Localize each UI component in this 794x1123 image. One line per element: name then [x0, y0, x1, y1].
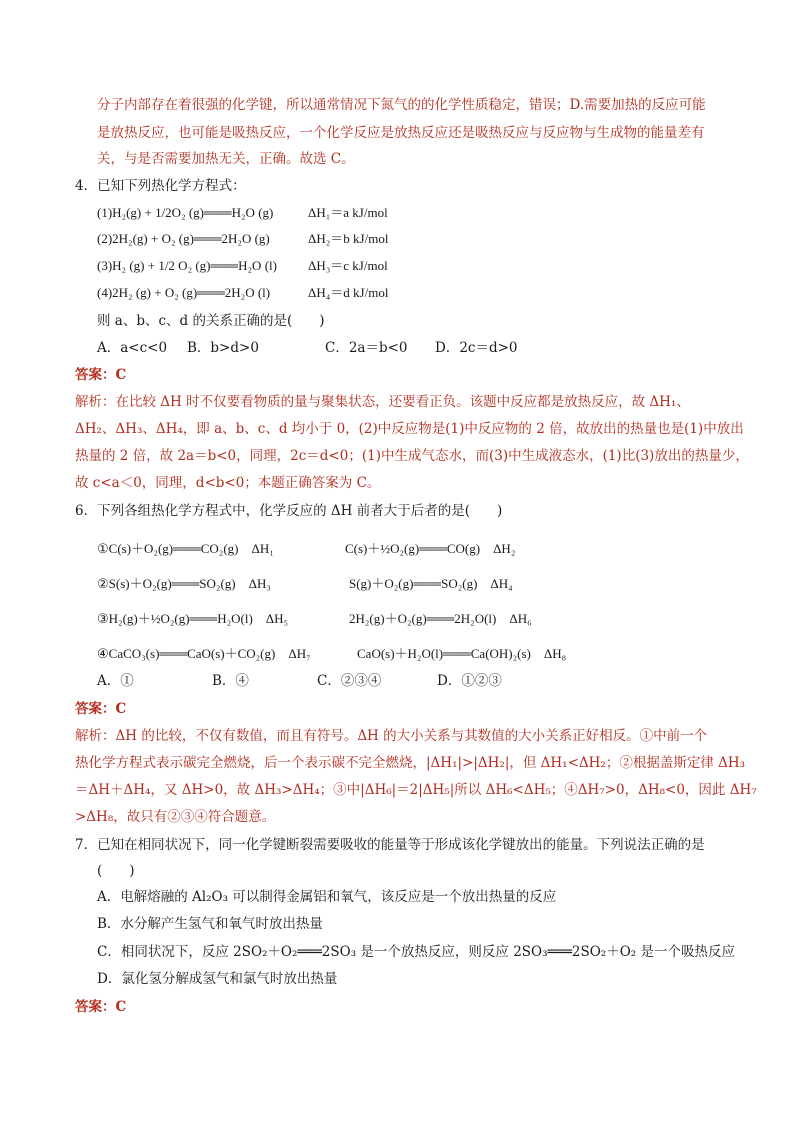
- q7-stem: 7．已知在相同状况下，同一化学键断裂需要吸收的能量等于形成该化学键放出的能量。下列说法正确的是: [75, 837, 705, 853]
- q6-reaction-4a: ④CaCO₃(s)═══CaO(s)＋CO₂(g) ΔH₇: [97, 646, 311, 661]
- q6-explanation-2: 热化学方程式表示碳完全燃烧，后一个表示碳不完全燃烧，|ΔH₁|>|ΔH₂|，但 ΔH₁<ΔH₂；②根据盖斯定律 ΔH₃: [75, 755, 746, 771]
- q4-explanation-4: 故 c<a＜0，同理，d<b<0；本题正确答案为 C。: [75, 475, 381, 491]
- q4-option-d: D．2c＝d>0: [435, 340, 518, 356]
- q4-answer: 答案：C: [75, 367, 127, 383]
- q6-stem: 6．下列各组热化学方程式中，化学反应的 ΔH 前者大于后者的是( ): [75, 503, 503, 519]
- q4-enthalpy-2: ΔH₂＝b kJ/mol: [308, 231, 389, 246]
- q7-answer-paren: ( ): [97, 863, 135, 879]
- q7-option-d: D．氯化氢分解成氢气和氯气时放出热量: [97, 971, 338, 987]
- q4-explanation-3: 热量的 2 倍，故 2a＝b<0，同理，2c＝d<0；(1)中生成气态水，而(3)中生成液态水，(1)比(3)放出的热量少，: [75, 448, 749, 464]
- q4-equation-2: (2)2H₂(g) + O₂ (g)═══2H₂O (g): [97, 231, 270, 246]
- q7-option-b: B．水分解产生氢气和氧气时放出热量: [97, 916, 323, 932]
- q4-enthalpy-4: ΔH₄＝d kJ/mol: [308, 285, 389, 300]
- q4-enthalpy-1: ΔH₁＝a kJ/mol: [308, 205, 388, 220]
- q4-option-a: A．a<c<0: [97, 340, 168, 356]
- q7-option-a: A．电解熔融的 Al₂O₃ 可以制得金属铝和氧气，该反应是一个放出热量的反应: [97, 889, 557, 905]
- q7-option-c: C．相同状况下，反应 2SO₂＋O₂═══2SO₃ 是一个放热反应，则反应 2SO₃═══2SO₂＋O₂ 是一个吸热反应: [97, 944, 735, 960]
- intro-line-3: 关，与是否需要加热无关，正确。故选 C。: [97, 151, 355, 167]
- q4-question: 则 a、b、c、d 的关系正确的是( ): [97, 313, 325, 329]
- q6-option-a: A．①: [97, 673, 134, 689]
- q4-option-c: C．2a＝b<0: [325, 340, 408, 356]
- q4-equation-4: (4)2H₂ (g) + O₂ (g)═══2H₂O (l): [97, 285, 271, 300]
- q6-reaction-3b: 2H₂(g)＋O₂(g)═══2H₂O(l) ΔH₆: [349, 611, 532, 626]
- q4-stem: 4．已知下列热化学方程式：: [75, 178, 246, 194]
- q6-reaction-3a: ③H₂(g)＋½O₂(g)═══H₂O(l) ΔH₅: [97, 611, 289, 626]
- q6-option-c: C．②③④: [317, 673, 382, 689]
- q4-equation-3: (3)H₂ (g) + 1/2 O₂ (g)═══H₂O (l): [97, 258, 277, 273]
- q6-option-b: B．④: [212, 673, 249, 689]
- q7-answer: 答案：C: [75, 999, 127, 1015]
- q6-explanation-1: 解析：ΔH 的比较，不仅有数值，而且有符号。ΔH 的大小关系与其数值的大小关系正好相反。①中前一个: [75, 728, 708, 744]
- intro-line-2: 是放热反应，也可能是吸热反应，一个化学反应是放热反应还是吸热反应与反应物与生成物的能量差有: [97, 125, 705, 141]
- q4-option-b: B．b>d>0: [187, 340, 259, 356]
- q6-reaction-4b: CaO(s)＋H₂O(l)═══Ca(OH)₂(s) ΔH₈: [357, 646, 567, 661]
- q6-explanation-4: >ΔH₈，故只有②③④符合题意。: [75, 809, 276, 825]
- q6-answer: 答案：C: [75, 701, 127, 717]
- q6-reaction-1a: ①C(s)＋O₂(g)═══CO₂(g) ΔH₁: [97, 541, 274, 556]
- q4-enthalpy-3: ΔH₃＝c kJ/mol: [308, 258, 388, 273]
- intro-line-1: 分子内部存在着很强的化学键，所以通常情况下氮气的的化学性质稳定，错误；D.需要加热的反应可能: [97, 97, 706, 113]
- q4-equation-1: (1)H₂(g) + 1/2O₂ (g)═══H₂O (g): [97, 205, 274, 220]
- q4-explanation-1: 解析：在比较 ΔH 时不仅要看物质的量与聚集状态，还要看正负。该题中反应都是放热反应，故 ΔH₁、: [75, 394, 690, 410]
- q4-explanation-2: ΔH₂、ΔH₃、ΔH₄，即 a、b、c、d 均小于 0，(2)中反应物是(1)中反应物的 2 倍，故放出的热量也是(1)中放出: [75, 421, 744, 437]
- q6-explanation-3: ＝ΔH＋ΔH₄，又 ΔH>0，故 ΔH₃>ΔH₄；③中|ΔH₆|＝2|ΔH₅|所以 ΔH₆<ΔH₅；④ΔH₇>0，ΔH₈<0，因此 ΔH₇: [75, 782, 757, 798]
- q6-reaction-2b: S(g)＋O₂(g)═══SO₂(g) ΔH₄: [349, 576, 513, 591]
- q6-reaction-1b: C(s)＋½O₂(g)═══CO(g) ΔH₂: [345, 541, 516, 556]
- q6-option-d: D．①②③: [437, 673, 502, 689]
- q6-reaction-2a: ②S(s)＋O₂(g)═══SO₂(g) ΔH₃: [97, 576, 271, 591]
